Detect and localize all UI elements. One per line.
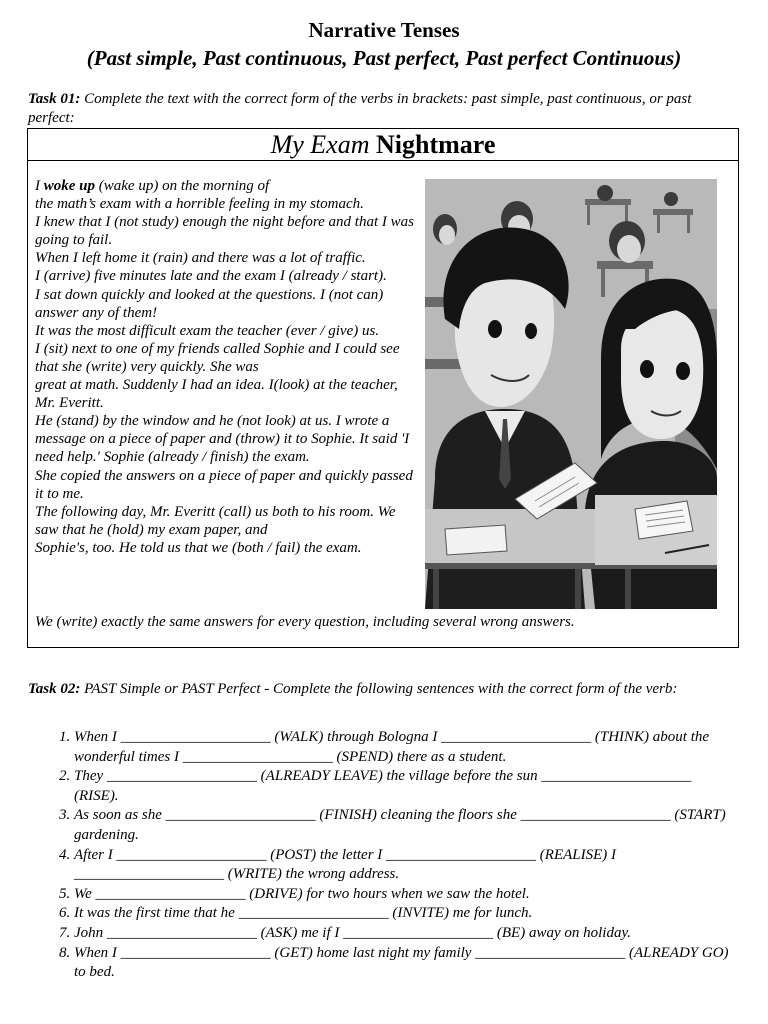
story-line: Sophie's, too. He told us that we (both / fail) the exam. (35, 539, 362, 556)
story-title (28, 129, 738, 161)
sentence-item: 2. They ____________________ (ALREADY LEAVE) the village before the sun ____________________ (RISE). (74, 767, 738, 806)
sentence-item: 4. After I ____________________ (POST) the letter I ____________________ (REALISE) I ____________________ (WRITE) the wrong address. (74, 846, 738, 885)
task2-sentences (28, 728, 738, 983)
sentence-item: 5. We ____________________ (DRIVE) for two hours when we saw the hotel. (74, 885, 738, 905)
story-line: When I left home it (rain) and there was a lot of traffic. (35, 250, 366, 267)
story-line: I (sit) next to one of my friends called Sophie and I could see that she (write) very quickly. She was (35, 340, 400, 375)
story-line (35, 177, 420, 195)
task2-instruction (28, 680, 740, 700)
task1-instruction (28, 90, 740, 128)
sentence-item: 6. It was the first time that he ____________________ (INVITE) me for lunch. (74, 904, 738, 924)
story-line: message on a piece of paper and (throw) it to Sophie. It said 'I need help.' Sophie (already / finish) the exam. (35, 431, 410, 466)
story-title-bold: Nightmare (376, 130, 496, 159)
sentence-item: 8. When I ____________________ (GET) home last night my family ____________________ (ALREADY GO) to bed. (74, 944, 738, 983)
task2-label: Task 02: (28, 681, 81, 697)
story-box (27, 128, 739, 648)
story-line: I knew that I (not study) enough the night before and that I was going to fail. (35, 214, 414, 249)
story-line: He (stand) by the window and he (not look) at us. I wrote a (35, 413, 390, 430)
sentence-item: 1. When I ____________________ (WALK) through Bologna I ____________________ (THINK) about the wonderful times I ____________________ (SPEND) there as a student. (74, 728, 738, 767)
exam-classroom-illustration (425, 179, 717, 609)
task2-instruction-text: PAST Simple or PAST Perfect - Complete the following sentences with the correct form of the verb: (80, 681, 678, 697)
sentence-item: 3. As soon as she ____________________ (FINISH) cleaning the floors she ____________________ (START) gardening. (74, 806, 738, 845)
story-intro-pre: I (35, 178, 44, 194)
story-line: She copied the answers on a piece of paper and quickly passed it to me. (35, 467, 413, 502)
story-line: great at math. Suddenly I had an idea. I(look) at the teacher, Mr. Everitt. (35, 377, 398, 412)
story-line: I sat down quickly and looked at the questions. I (not can) answer any of them! (35, 286, 384, 321)
story-line: I (arrive) five minutes late and the exam I (already / start). (35, 268, 387, 285)
sentence-item: 7. John ____________________ (ASK) me if I ____________________ (BE) away on holiday. (74, 924, 738, 944)
task1-label: Task 01: (28, 91, 81, 107)
story-text (35, 177, 420, 557)
story-line: The following day, Mr. Everitt (call) us both to his room. We saw that he (hold) my exam paper, and (35, 503, 396, 538)
worksheet-title: Narrative Tenses (308, 18, 460, 42)
story-intro-post: (wake up) on the morning of (95, 178, 270, 194)
story-line: It was the most difficult exam the teacher (ever / give) us. (35, 322, 380, 339)
story-title-regular: My Exam (270, 130, 376, 159)
task1-instruction-text: Complete the text with the correct form of the verbs in brackets: past simple, past continuous, or past perfect: (28, 91, 692, 126)
story-line: the math’s exam with a horrible feeling in my stomach. (35, 196, 364, 213)
worksheet-subtitle: (Past simple, Past continuous, Past perfect, Past perfect Continuous) (86, 46, 682, 70)
story-last-line: We (write) exactly the same answers for every question, including several wrong answers. (35, 614, 575, 630)
story-example-answer: woke up (43, 178, 96, 194)
